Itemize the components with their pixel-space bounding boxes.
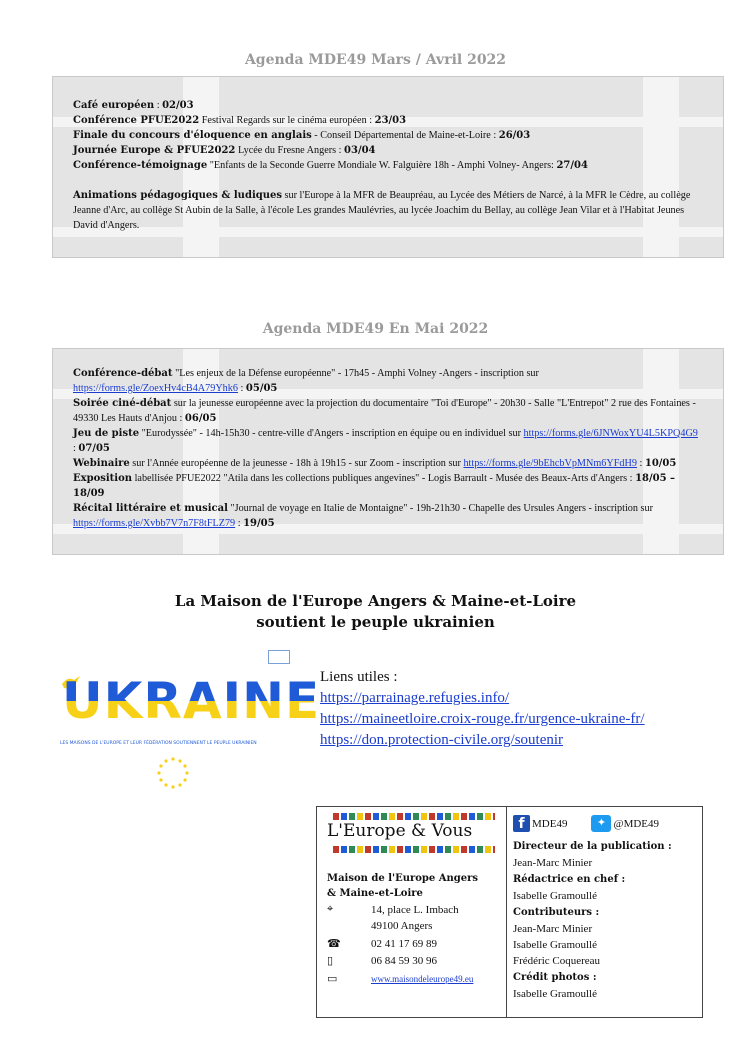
useful-links [320,667,645,751]
footer-credits: f MDE49 ✦ @MDE49 Directeur de la publication : Jean-Marc Minier Rédactrice en chef : Isabelle Gramoullé Contributeurs : Jean-Marc Minier Isabelle Gramoullé Frédéric Coquereau Crédit photos : Isabelle Gramoullé [513,815,698,1002]
address-line: ⌖ 14, place L. Imbach [327,903,459,916]
address-city: 49100 Angers [371,920,433,932]
maison-europe-badge-icon [268,650,290,664]
agenda-item: Conférence-témoignage "Enfants de la Seconde Guerre Mondiale W. Falguière 18h - Amphi Volney- Angers: 27/04 [73,160,588,171]
location-pin-icon: ⌖ [327,903,334,915]
agenda-mars-avril-box [52,76,724,258]
agenda-item: Café européen : 02/03 [73,100,194,111]
agenda-item: Finale du concours d'éloquence en anglais - Conseil Départemental de Maine-et-Loire : 26/03 [73,130,531,141]
website-line [327,972,473,985]
flags-bottom-icon [333,846,495,853]
agenda-item: Exposition labellisée PFUE2022 "Atila dans les collections publiques angevines" - Logis Barrault - Musée des Beaux-Arts d'Angers : 18/05 – 18/09 [73,473,676,499]
inscription-link[interactable]: https://forms.gle/Xvbb7V7n7F8tFLZ79 [73,518,236,529]
agenda-mars-avril-title: Agenda MDE49 Mars / Avril 2022 [244,52,507,68]
footer-box [316,806,703,1018]
croix-rouge-link[interactable]: https://maineetloire.croix-rouge.fr/urgence-ukraine-fr/ [320,711,645,727]
agenda-mai-box [52,348,724,555]
agenda-animations: Animations pédagogiques & ludiques sur l'Europe à la MFR de Beaupréau, au Lycée des Métiers de Narcé, à la MFR le Cèdre, au collège Jeanne d'Arc, au collège St Aubin de la Salle, à l'école Les grandes Maulévries, au lycée Joachim du Bellay, au collège Jean Vilar et à l'Habitat Jeunes David d'Angers. [73,190,691,231]
protection-civile-link[interactable]: https://don.protection-civile.org/soutenir [320,732,564,748]
footer-contact [317,807,507,1017]
support-statement: La Maison de l'Europe Angers & Maine-et-Loire soutient le peuple ukrainien [174,592,577,631]
twitter-icon[interactable]: ✦ [591,815,611,832]
links-heading: Liens utiles : [320,669,398,685]
mobile-line: ▯ 06 84 59 30 96 [327,954,437,967]
agenda-item: Jeu de piste "Eurodyssée" - 14h-15h30 - centre-ville d'Angers - inscription en équipe ou en individuel sur https://forms.gle/6JNWoxYU4L5KPQ4G9 : 07/05 [73,428,698,454]
agenda-mai-title: Agenda MDE49 En Mai 2022 [262,321,489,337]
agenda-item: Webinaire sur l'Année européenne de la jeunesse - 18h à 19h15 - sur Zoom - inscription sur https://forms.gle/9bEhcbVpMNm6YFdH9 : 10/05 [73,458,677,469]
organization-name: Maison de l'Europe Angers & Maine-et-Loire [327,873,479,899]
twitter-handle[interactable]: @MDE49 [613,817,660,830]
agenda-item: Soirée ciné-débat sur la jeunesse européenne avec la projection du documentaire "Toi d'Europe" - 20h30 - Salle "L'Entrepot" 2 rue des Fontaines - 49330 Les Hauts d'Anjou : 06/05 [73,398,696,424]
inscription-link[interactable]: https://forms.gle/ZoexHv4cB4A79Yhk6 [73,383,238,394]
parrainage-link[interactable]: https://parrainage.refugies.info/ [320,690,510,706]
inscription-link[interactable]: https://forms.gle/6JNWoxYU4L5KPQ4G9 [523,428,698,439]
facebook-icon[interactable]: f [513,815,530,832]
social-row [513,815,698,832]
ukraine-logo [56,648,321,793]
brand-title: L'Europe & Vous [327,821,473,841]
mobile-phone-icon: ▯ [327,955,334,967]
website-link[interactable]: www.maisondeleurope49.eu [371,973,474,984]
facebook-handle[interactable]: MDE49 [532,817,568,830]
eu-stars-icon [156,756,190,790]
computer-icon: ▭ [327,973,338,985]
agenda-item: Conférence-débat "Les enjeux de la Défense européenne" - 17h45 - Amphi Volney -Angers - inscription sur https://forms.gle/ZoexHv4cB4A79Yhk6 : 05/05 [73,368,539,394]
phone-icon: ☎ [327,938,341,950]
agenda-item: Récital littéraire et musical "Journal de voyage en Italie de Montaigne" - 19h-21h30 - Chapelle des Ursules Angers - inscription sur https://forms.gle/Xvbb7V7n7F8tFLZ79 : 19/05 [73,503,653,529]
agenda-item: Conférence PFUE2022 Festival Regards sur le cinéma européen : 23/03 [73,115,407,126]
agenda-item: Journée Europe & PFUE2022 Lycée du Fresne Angers : 03/04 [73,145,376,156]
ukraine-caption: LES MAISONS DE L'EUROPE ET LEUR FÉDÉRATION SOUTIENNENT LE PEUPLE UKRAINIEN [60,741,257,746]
flags-top-icon [333,813,495,820]
phone-line: ☎ 02 41 17 69 89 [327,937,437,950]
inscription-link[interactable]: https://forms.gle/9bEhcbVpMNm6YFdH9 [463,458,637,469]
ukraine-word: UKRAINE [62,672,321,730]
